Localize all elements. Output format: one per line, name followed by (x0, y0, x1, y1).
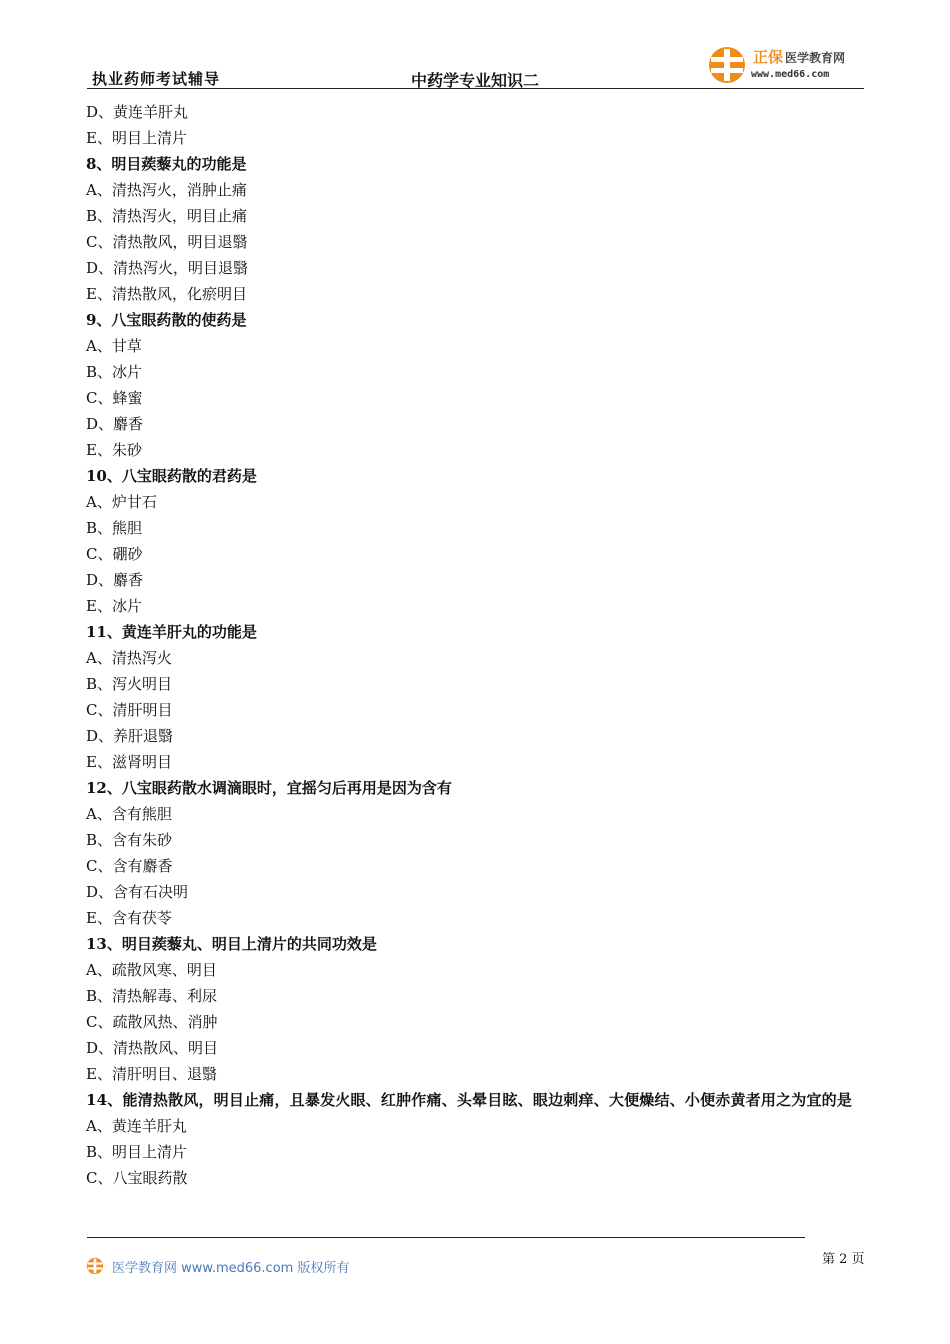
brand-name: 正保 医学教育网 (753, 48, 846, 66)
answer-option: D、清热泻火，明目退翳 (86, 259, 249, 277)
answer-option: E、明目上清片 (86, 129, 187, 147)
question-stem: 14、能清热散风，明目止痛，且暴发火眼、红肿作痛、头晕目眩、眼边刺痒、大便燥结、小便赤黄者用之为宜的是 (86, 1091, 853, 1109)
answer-option: D、清热散风、明目 (86, 1039, 219, 1057)
answer-option: C、清肝明目 (86, 701, 173, 719)
footer-logo-icon (86, 1257, 104, 1275)
question-stem: 11、黄连羊肝丸的功能是 (86, 623, 257, 641)
answer-option: E、清热散风，化瘀明目 (86, 285, 247, 303)
answer-option: E、滋肾明目 (86, 753, 172, 771)
header-divider (87, 88, 864, 89)
answer-option: A、疏散风寒、明目 (86, 961, 217, 979)
answer-option: A、含有熊胆 (86, 805, 172, 823)
answer-option: C、含有麝香 (86, 857, 173, 875)
answer-option: B、清热泻火，明目止痛 (86, 207, 248, 225)
answer-option: E、朱砂 (86, 441, 142, 459)
answer-option: C、硼砂 (86, 545, 143, 563)
answer-option: B、含有朱砂 (86, 831, 173, 849)
answer-option: B、冰片 (86, 363, 143, 381)
question-stem: 10、八宝眼药散的君药是 (86, 467, 257, 485)
page-number: 第 2 页 (822, 1252, 865, 1267)
question-stem: 9、八宝眼药散的使药是 (86, 311, 247, 329)
brand-logo (707, 45, 867, 85)
question-stem: 8、明目蒺藜丸的功能是 (86, 155, 247, 173)
logo-emblem-icon (707, 45, 747, 85)
answer-option: D、黄连羊肝丸 (86, 103, 189, 121)
brand-url: www.med66.com (751, 69, 830, 80)
answer-option: C、八宝眼药散 (86, 1169, 188, 1187)
answer-option: E、冰片 (86, 597, 142, 615)
answer-option: B、清热解毒、利尿 (86, 987, 218, 1005)
answer-option: A、黄连羊肝丸 (86, 1117, 187, 1135)
answer-option: D、含有石决明 (86, 883, 189, 901)
question-list (86, 99, 866, 1191)
answer-option: D、麝香 (86, 571, 144, 589)
answer-option: A、清热泻火，消肿止痛 (86, 181, 247, 199)
answer-option: B、明目上清片 (86, 1143, 188, 1161)
answer-option: D、养肝退翳 (86, 727, 174, 745)
answer-option: B、熊胆 (86, 519, 143, 537)
question-stem: 12、八宝眼药散水调滴眼时，宜摇匀后再用是因为含有 (86, 779, 452, 797)
answer-option: A、甘草 (86, 337, 142, 355)
answer-option: B、泻火明目 (86, 675, 173, 693)
footer-divider (87, 1237, 805, 1238)
answer-option: C、疏散风热、消肿 (86, 1013, 218, 1031)
page-title: 中药学专业知识二 (410, 71, 539, 90)
answer-option: E、清肝明目、退翳 (86, 1065, 217, 1083)
header-left-title: 执业药师考试辅导 (92, 70, 221, 88)
answer-option: A、清热泻火 (86, 649, 172, 667)
answer-option: D、麝香 (86, 415, 144, 433)
footer-copyright: 医学教育网 www.med66.com 版权所有 (112, 1261, 350, 1276)
answer-option: A、炉甘石 (86, 493, 157, 511)
answer-option: C、蜂蜜 (86, 389, 143, 407)
answer-option: E、含有茯苓 (86, 909, 172, 927)
question-stem: 13、明目蒺藜丸、明目上清片的共同功效是 (86, 935, 377, 953)
answer-option: C、清热散风，明目退翳 (86, 233, 248, 251)
